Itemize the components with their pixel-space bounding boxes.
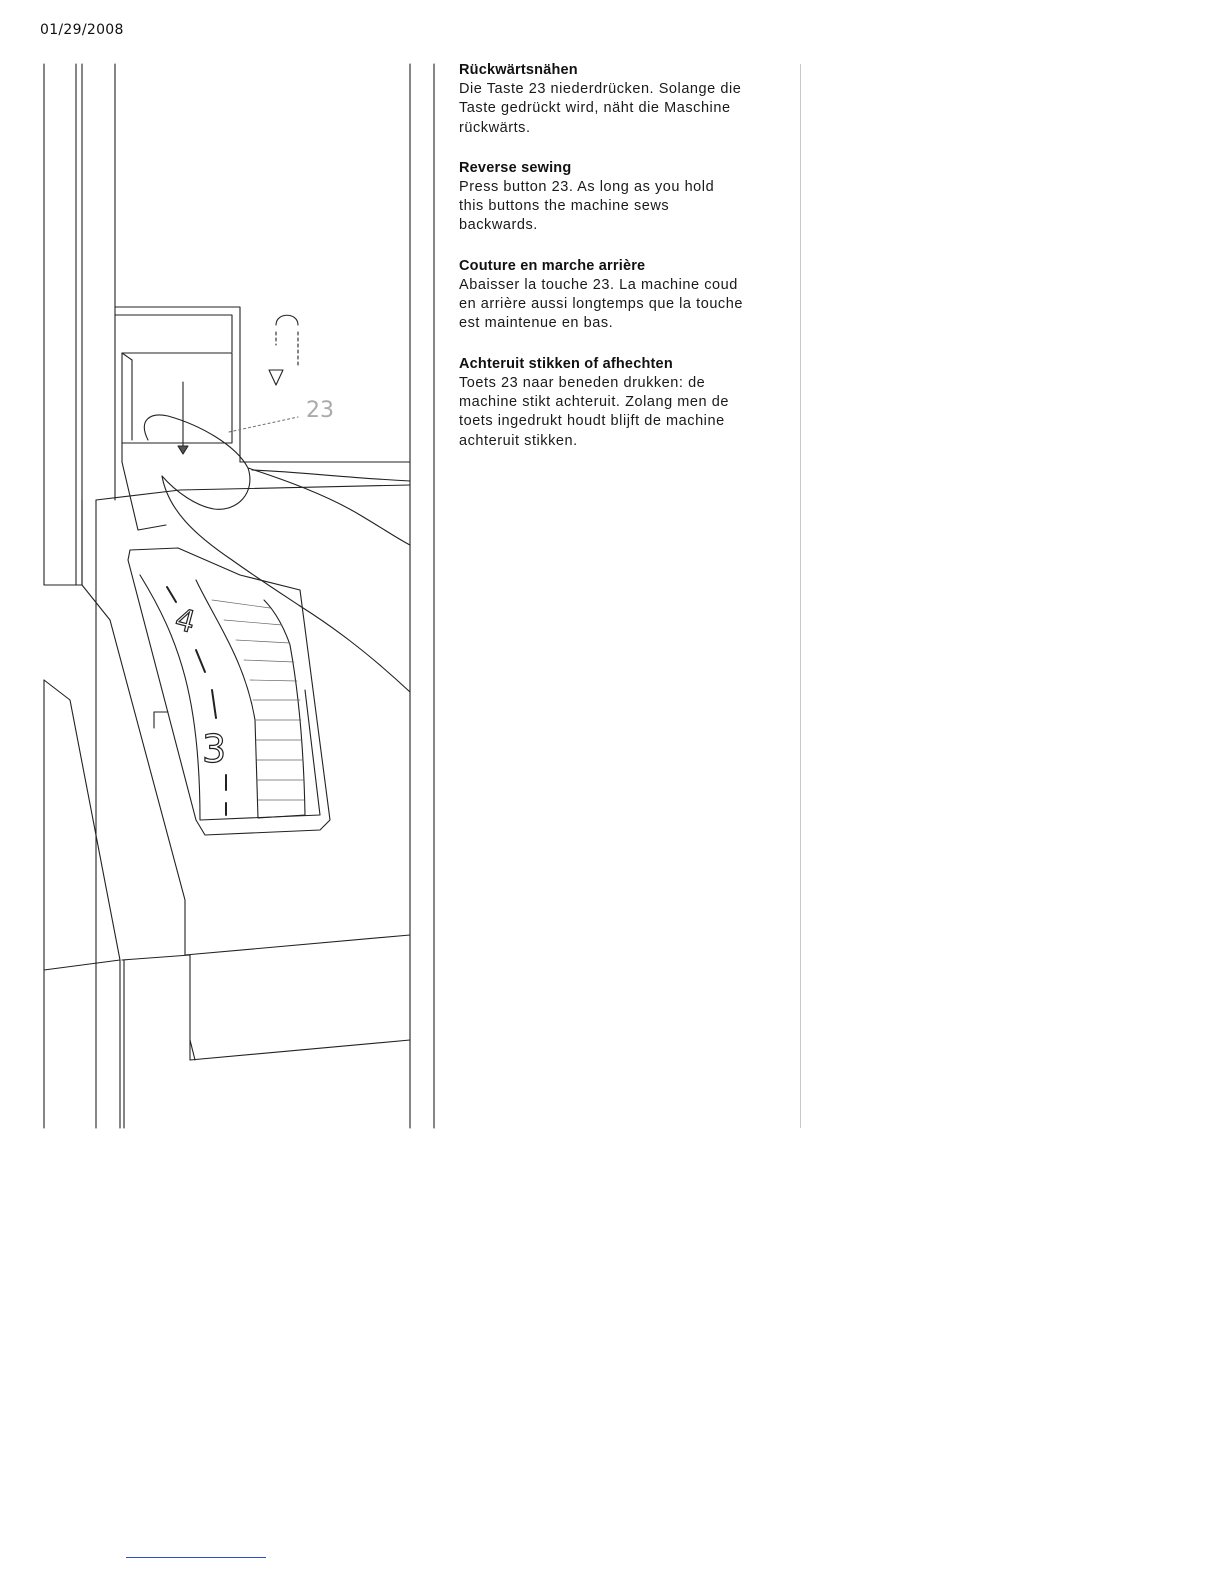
section-title-english: Reverse sewing (459, 159, 572, 176)
section-body-german: Die Taste 23 niederdrücken. Solange die Taste gedrückt wird, näht die Maschine rückwärts. (459, 81, 742, 136)
footer-link-underline[interactable] (126, 1557, 266, 1558)
section-french (459, 257, 789, 334)
section-body-english: Press button 23. As long as you hold this buttons the machine sews backwards. (459, 178, 715, 234)
section-body-dutch: Toets 23 naar beneden drukken: de machine stikt achteruit. Zolang men de toets ingedrukt houdt blijft de machine achteruit stikken. (459, 374, 729, 449)
section-title-german: Rückwärtsnähen (459, 62, 578, 78)
instructions-column (459, 61, 789, 472)
section-title-french: Couture en marche arrière (459, 257, 646, 274)
sewing-machine-reverse-button-illustration (0, 0, 440, 1140)
section-dutch (459, 355, 789, 451)
right-column-rule (800, 64, 801, 1128)
page-date: 01/29/2008 (40, 22, 124, 38)
callout-23-label: 23 (306, 398, 334, 423)
dial-number-3: 3 (202, 727, 227, 771)
section-german (459, 61, 789, 138)
section-english (459, 159, 789, 236)
section-title-dutch: Achteruit stikken of afhechten (459, 355, 673, 372)
section-body-french: Abaisser la touche 23. La machine coud en arrière aussi longtemps que la touche est maintenue en bas. (459, 276, 743, 332)
dial-number-4: 4 (171, 601, 199, 641)
